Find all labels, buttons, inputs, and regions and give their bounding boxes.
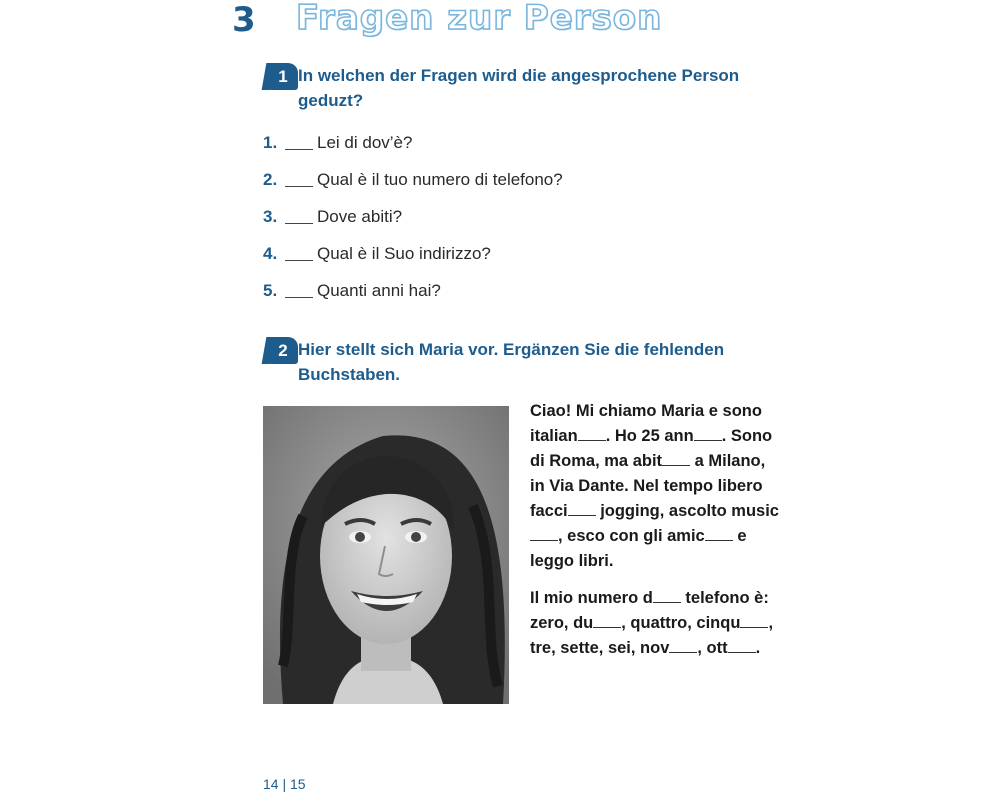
- letter-gap[interactable]: [669, 640, 697, 653]
- text-segment: a Milano, in Via Dante. Nel tempo libero facci: [530, 452, 766, 520]
- question-number: 1.: [263, 132, 278, 152]
- text-segment: e leggo libri.: [530, 527, 747, 570]
- list-item: [263, 198, 743, 235]
- list-item: [263, 124, 743, 161]
- answer-blank[interactable]: [285, 172, 313, 187]
- list-item: [263, 235, 743, 272]
- list-item: [263, 161, 743, 198]
- answer-blank[interactable]: [285, 209, 313, 224]
- exercise-1-number: 1: [278, 66, 288, 86]
- question-number: 3.: [263, 206, 278, 226]
- letter-gap[interactable]: [740, 615, 768, 628]
- page-numbers: 14 | 15: [263, 776, 306, 792]
- text-segment: jogging, ascolto music: [595, 502, 779, 520]
- letter-gap[interactable]: [653, 590, 681, 603]
- letter-gap[interactable]: [694, 428, 722, 441]
- question-text: Qual è il tuo numero di telefono?: [317, 169, 563, 189]
- question-text: Quanti anni hai?: [317, 280, 441, 300]
- text-segment: , quattro, cinqu: [621, 614, 741, 632]
- portrait-photo: [263, 406, 509, 704]
- question-text: Qual è il Suo indirizzo?: [317, 243, 491, 263]
- text-segment: , tre, sette, sei, nov: [530, 614, 774, 657]
- letter-gap[interactable]: [578, 428, 606, 441]
- letter-gap[interactable]: [728, 640, 756, 653]
- question-list: [263, 124, 743, 309]
- text-segment: , ott: [697, 639, 728, 657]
- list-item: [263, 272, 743, 309]
- exercise-1-badge: [268, 63, 298, 90]
- question-number: 4.: [263, 243, 278, 263]
- maria-introduction: [530, 399, 780, 673]
- text-segment: Il mio numero d: [530, 589, 653, 607]
- question-number: 5.: [263, 280, 278, 300]
- answer-blank[interactable]: [285, 135, 313, 150]
- letter-gap[interactable]: [530, 528, 558, 541]
- text-segment: .: [755, 639, 761, 657]
- letter-gap[interactable]: [568, 503, 596, 516]
- exercise-2-heading: Hier stellt sich Maria vor. Ergänzen Sie die fehlenden Buchstaben.: [298, 340, 725, 384]
- answer-blank[interactable]: [285, 283, 313, 298]
- paragraph-2: [530, 586, 780, 661]
- chapter-title: Fragen zur Person: [296, 0, 663, 38]
- exercise-2-number: 2: [278, 340, 288, 360]
- chapter-number: 3: [232, 0, 256, 40]
- answer-blank[interactable]: [285, 246, 313, 261]
- question-text: Dove abiti?: [317, 206, 403, 226]
- letter-gap[interactable]: [593, 615, 621, 628]
- letter-gap[interactable]: [662, 453, 690, 466]
- exercise-1-heading: In welchen der Fragen wird die angesprochene Person geduzt?: [298, 66, 740, 110]
- question-number: 2.: [263, 169, 278, 189]
- text-segment: . Ho 25 ann: [605, 427, 694, 445]
- exercise-2-badge: [268, 337, 298, 364]
- text-segment: telefono è: zero, du: [530, 589, 769, 632]
- paragraph-1: [530, 399, 780, 574]
- question-text: Lei di dov’è?: [317, 132, 413, 152]
- letter-gap[interactable]: [705, 528, 733, 541]
- text-segment: , esco con gli amic: [558, 527, 705, 545]
- text-segment: . Sono di Roma, ma abit: [530, 427, 773, 470]
- text-segment: Ciao! Mi chiamo Maria e sono italian: [530, 402, 762, 445]
